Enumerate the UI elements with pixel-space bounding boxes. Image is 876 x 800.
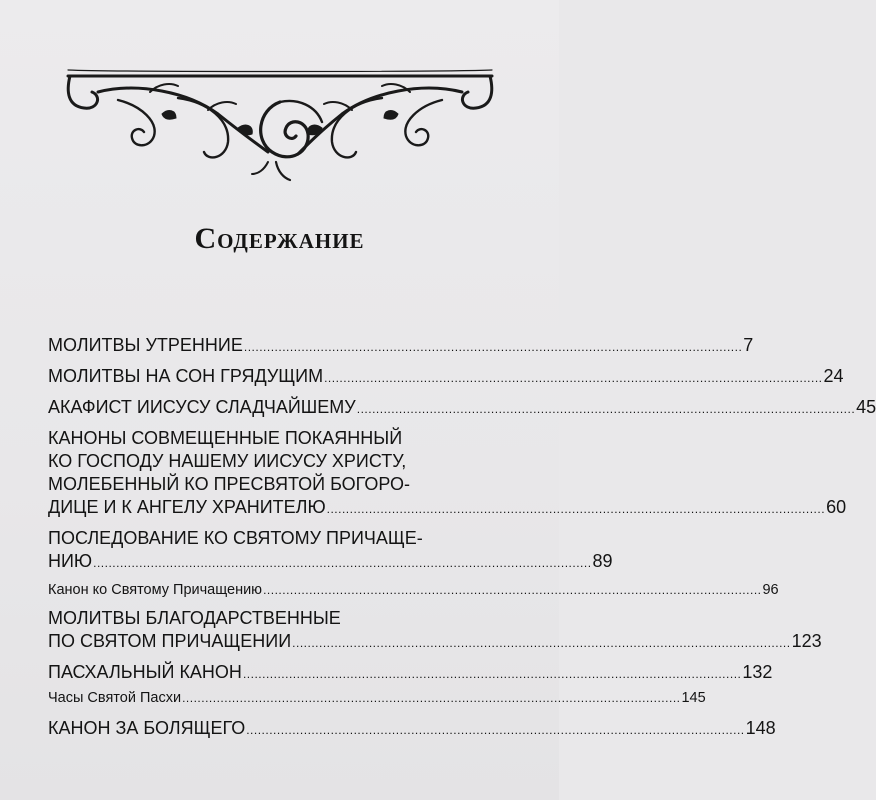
toc-entry-combined-canons[interactable] <box>48 427 847 521</box>
toc-entry-communion-rule[interactable] <box>48 527 613 575</box>
leader-dots: .................................................................................................................................. <box>263 583 762 597</box>
toc-entry-paschal-canon[interactable] <box>48 661 773 686</box>
toc-entry-page: 145 <box>681 690 706 706</box>
toc-entry-page: 24 <box>823 366 844 386</box>
toc-entry-title: НИЮ <box>48 551 93 571</box>
toc-entry-page: 7 <box>743 335 754 355</box>
leader-dots: .................................................................................................................................. <box>324 371 823 385</box>
toc-entry-title: АКАФИСТ ИИСУСУ СЛАДЧАЙШЕМУ <box>48 397 356 417</box>
toc-entry-title: ДИЦЕ И К АНГЕЛУ ХРАНИТЕЛЮ <box>48 497 326 517</box>
toc-entry-page: 60 <box>826 497 847 517</box>
toc-entry-title: ПО СВЯТОМ ПРИЧАЩЕНИИ <box>48 631 292 651</box>
toc-entry-evening-prayers[interactable] <box>48 365 844 390</box>
leader-dots: .................................................................................................................................. <box>246 723 745 737</box>
toc-entry-title: Часы Святой Пасхи <box>48 690 182 706</box>
toc-entry-page: 132 <box>742 662 773 682</box>
toc-entry-title: МОЛИТВЫ НА СОН ГРЯДУЩИМ <box>48 366 324 386</box>
toc-entry-thanksgiving-prayers[interactable] <box>48 607 822 655</box>
toc-entry-title: МОЛИТВЫ УТРЕННИЕ <box>48 335 243 355</box>
toc-entry-akathist[interactable] <box>48 396 876 421</box>
page-title: Содержание <box>194 222 365 255</box>
floral-ornament-icon <box>58 62 502 182</box>
toc-entry-title-line: КО ГОСПОДУ НАШЕМУ ИИСУСУ ХРИСТУ, <box>48 451 407 471</box>
toc-entry-title-line: КАНОНЫ СОВМЕЩЕННЫЕ ПОКАЯННЫЙ <box>48 428 403 448</box>
toc-entry-morning-prayers[interactable] <box>48 334 754 359</box>
toc-entry-page: 123 <box>791 631 822 651</box>
leader-dots: .................................................................................................................................. <box>182 691 681 705</box>
toc-entry-communion-canon[interactable] <box>48 580 779 600</box>
leader-dots: .................................................................................................................................. <box>326 502 826 516</box>
toc-entry-title-line: ПОСЛЕДОВАНИЕ КО СВЯТОМУ ПРИЧАЩЕ- <box>48 528 423 548</box>
leader-dots: .................................................................................................................................. <box>93 556 592 570</box>
toc-entry-page: 89 <box>592 551 613 571</box>
toc-entry-page: 148 <box>745 718 776 738</box>
toc-entry-page: 45 <box>856 397 876 417</box>
leader-dots: .................................................................................................................................. <box>242 667 742 681</box>
leader-dots: .................................................................................................................................. <box>243 340 743 354</box>
leader-dots: .................................................................................................................................. <box>292 636 791 650</box>
toc-entry-title-line: МОЛИТВЫ БЛАГОДАРСТВЕННЫЕ <box>48 608 341 628</box>
leader-dots: .................................................................................................................................. <box>356 402 856 416</box>
toc-entry-title: КАНОН ЗА БОЛЯЩЕГО <box>48 718 246 738</box>
toc-entry-title: ПАСХАЛЬНЫЙ КАНОН <box>48 662 242 682</box>
table-of-contents <box>48 334 876 742</box>
toc-entry-page: 96 <box>762 582 779 598</box>
toc-entry-canon-for-sick[interactable] <box>48 717 776 742</box>
toc-entry-title-line: МОЛЕБЕННЫЙ КО ПРЕСВЯТОЙ БОГОРО- <box>48 474 411 494</box>
toc-entry-paschal-hours[interactable] <box>48 688 706 708</box>
toc-entry-title: Канон ко Святому Причащению <box>48 582 263 598</box>
